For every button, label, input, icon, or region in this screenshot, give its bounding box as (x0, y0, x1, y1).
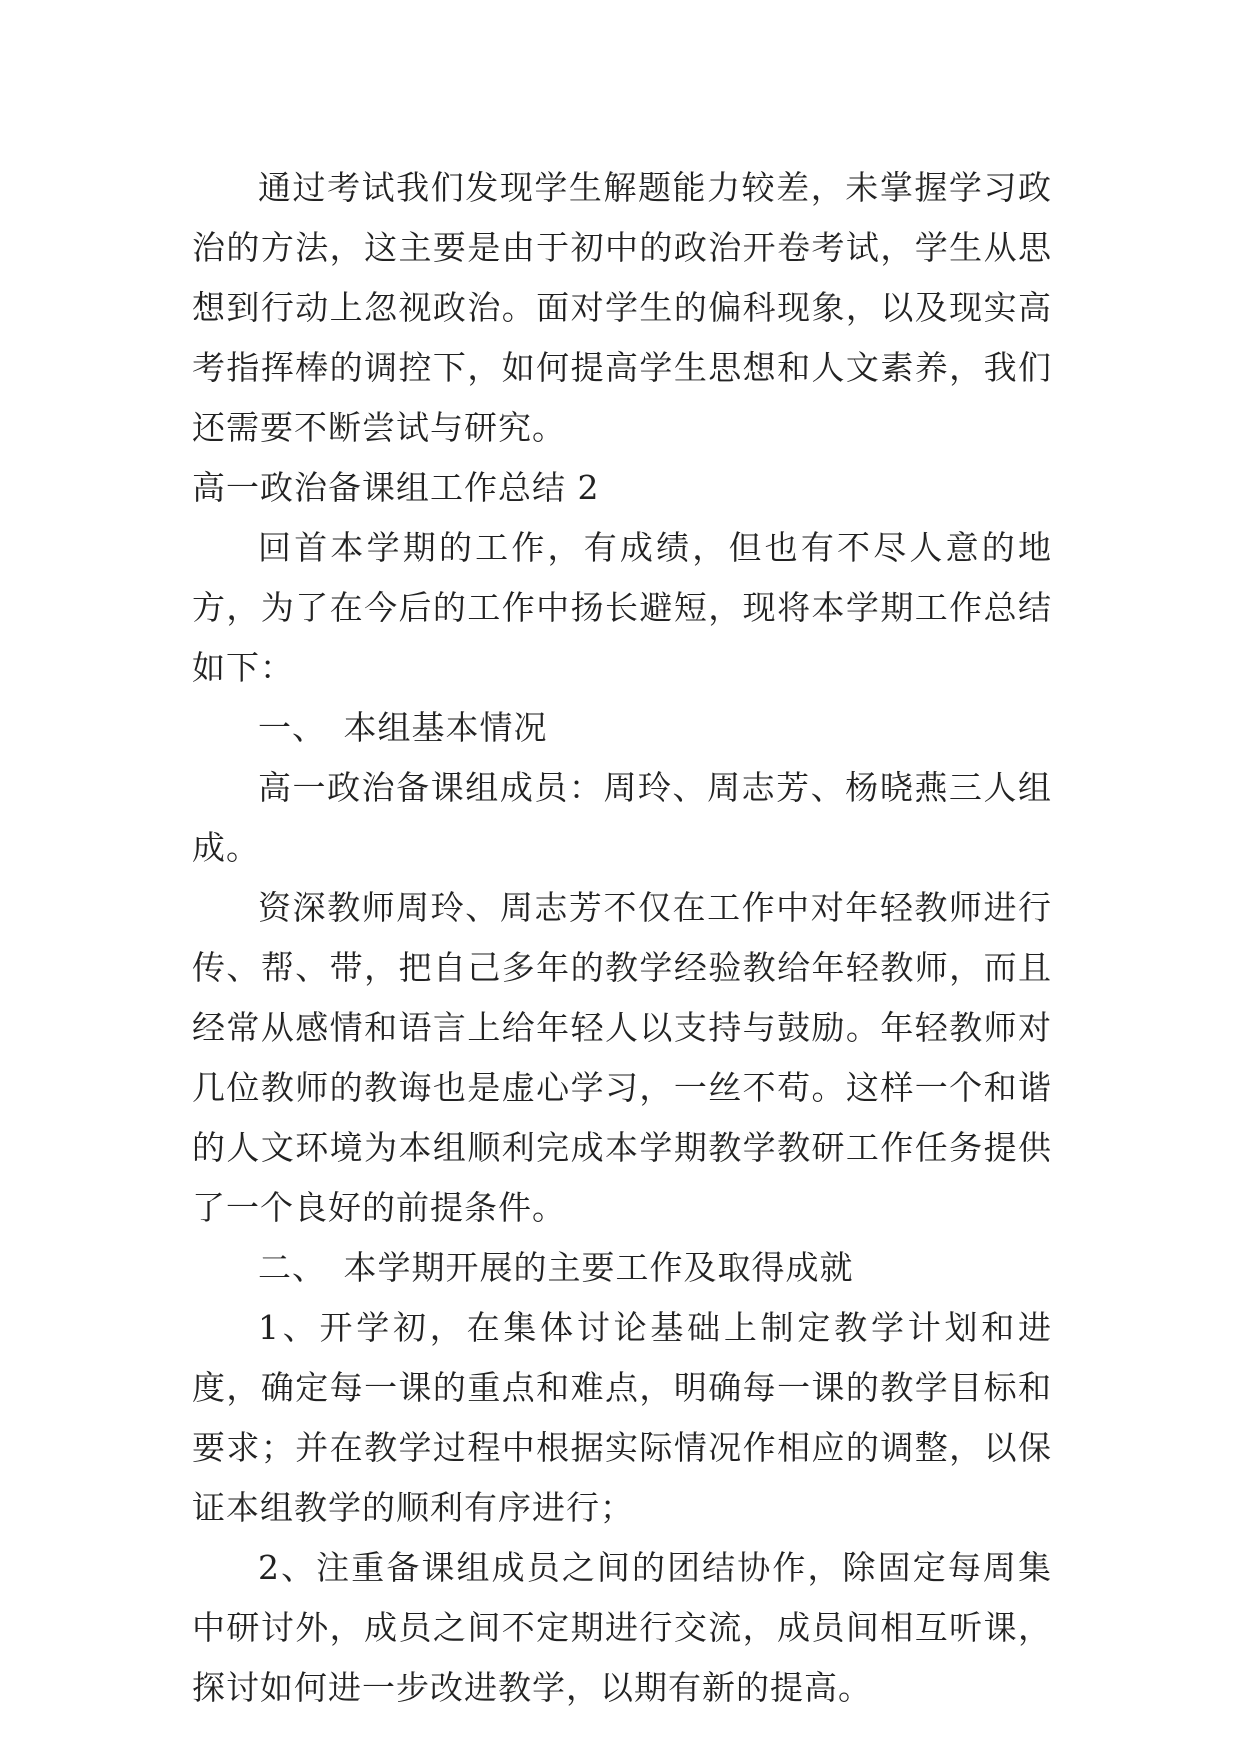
section-title: 高一政治备课组工作总结 2 (192, 468, 600, 507)
paragraph-review-intro: 回首本学期的工作，有成绩，但也有不尽人意的地方，为了在今后的工作中扬长避短，现将本学期工作总结如下： (192, 528, 1052, 687)
paragraph-item-2: 2、注重备课组成员之间的团结协作，除固定每周集中研讨外，成员之间不定期进行交流，成员间相互听课，探讨如何进一步改进教学，以期有新的提高。 (192, 1548, 1052, 1707)
paragraph-group-members: 高一政治备课组成员：周玲、周志芳、杨晓燕三人组成。 (192, 768, 1052, 867)
paragraph-senior-teachers: 资深教师周玲、周志芳不仅在工作中对年轻教师进行传、帮、带，把自己多年的教学经验教给年轻教师，而且经常从感情和语言上给年轻人以支持与鼓励。年轻教师对几位教师的教诲也是虚心学习，一丝不苟。这样一个和谐的人文环境为本组顺利完成本学期教学教研工作任务提供了一个良好的前提条件。 (192, 888, 1052, 1227)
paragraph-exam-findings: 通过考试我们发现学生解题能力较差，未掌握学习政治的方法，这主要是由于初中的政治开卷考试，学生从思想到行动上忽视政治。面对学生的偏科现象，以及现实高考指挥棒的调控下，如何提高学生思想和人文素养，我们还需要不断尝试与研究。 (192, 168, 1052, 447)
document-body (192, 158, 1052, 1718)
subheading-group-situation: 一、 本组基本情况 (258, 708, 548, 747)
paragraph-item-1: 1、开学初，在集体讨论基础上制定教学计划和进度，确定每一课的重点和难点，明确每一课的教学目标和要求；并在教学过程中根据实际情况作相应的调整，以保证本组教学的顺利有序进行； (192, 1308, 1052, 1527)
subheading-main-work: 二、 本学期开展的主要工作及取得成就 (258, 1248, 854, 1287)
